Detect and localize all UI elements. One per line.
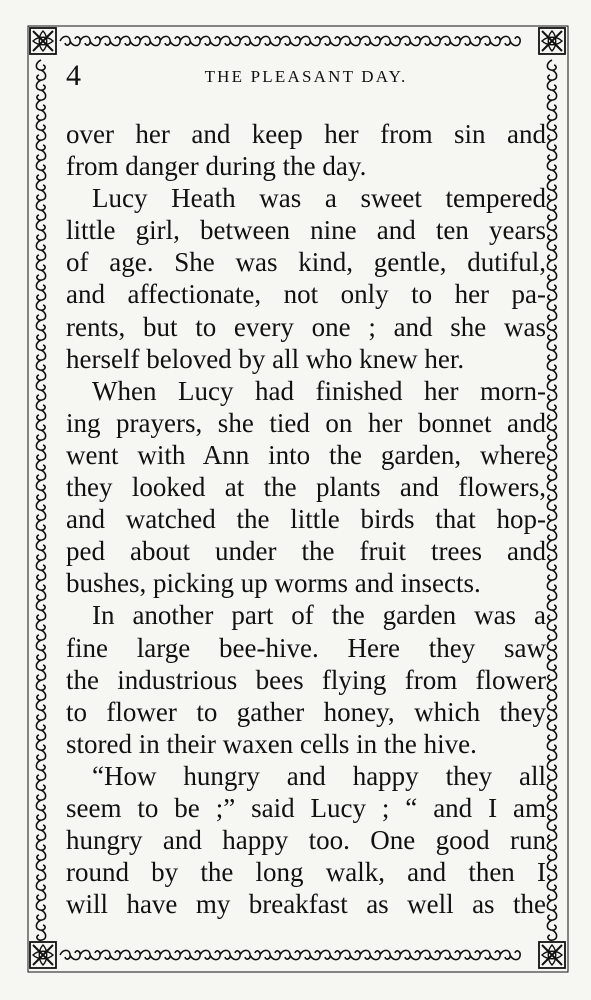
text-line: went with Ann into the garden, where <box>66 439 546 470</box>
text-line: they looked at the plants and flowers, <box>66 472 546 503</box>
running-head: THE PLEASANT DAY. <box>204 67 408 86</box>
page-header <box>66 60 546 94</box>
text-line: of age. She was kind, gentle, dutiful, <box>66 247 546 278</box>
text-line: herself beloved by all who knew her. <box>66 343 465 374</box>
page-number: 4 <box>66 59 81 92</box>
text-line: When Lucy had finished her morn- <box>92 375 546 406</box>
text-line: hungry and happy too. One good run <box>66 825 546 856</box>
text-line: “How hungry and happy they all <box>92 760 546 791</box>
text-line: bushes, picking up worms and insects. <box>66 568 481 599</box>
text-line: the industrious bees flying from flower <box>66 664 546 695</box>
body-text <box>66 118 546 920</box>
text-line: little girl, between nine and ten years <box>66 215 546 246</box>
text-line: Lucy Heath was a sweet tempered <box>92 183 546 214</box>
text-line: round by the long walk, and then I <box>66 857 546 888</box>
text-line: will have my breakfast as well as the <box>66 889 546 920</box>
text-line: fine large bee-hive. Here they saw <box>66 632 546 663</box>
text-line: from danger during the day. <box>66 151 367 182</box>
text-line: and watched the little birds that hop- <box>66 504 546 535</box>
text-line: rents, but to every one ; and she was <box>66 311 546 342</box>
text-line: ped about under the fruit trees and <box>66 536 546 567</box>
text-line: to flower to gather honey, which they <box>66 696 546 727</box>
text-line: seem to be ;” said Lucy ; “ and I am <box>66 792 546 823</box>
text-line: over her and keep her from sin and <box>66 119 546 149</box>
text-line: and affectionate, not only to her pa- <box>66 279 546 310</box>
text-line: In another part of the garden was a <box>92 600 546 631</box>
text-line: ing prayers, she tied on her bonnet and <box>66 407 546 438</box>
text-line: stored in their waxen cells in the hive. <box>66 728 477 759</box>
